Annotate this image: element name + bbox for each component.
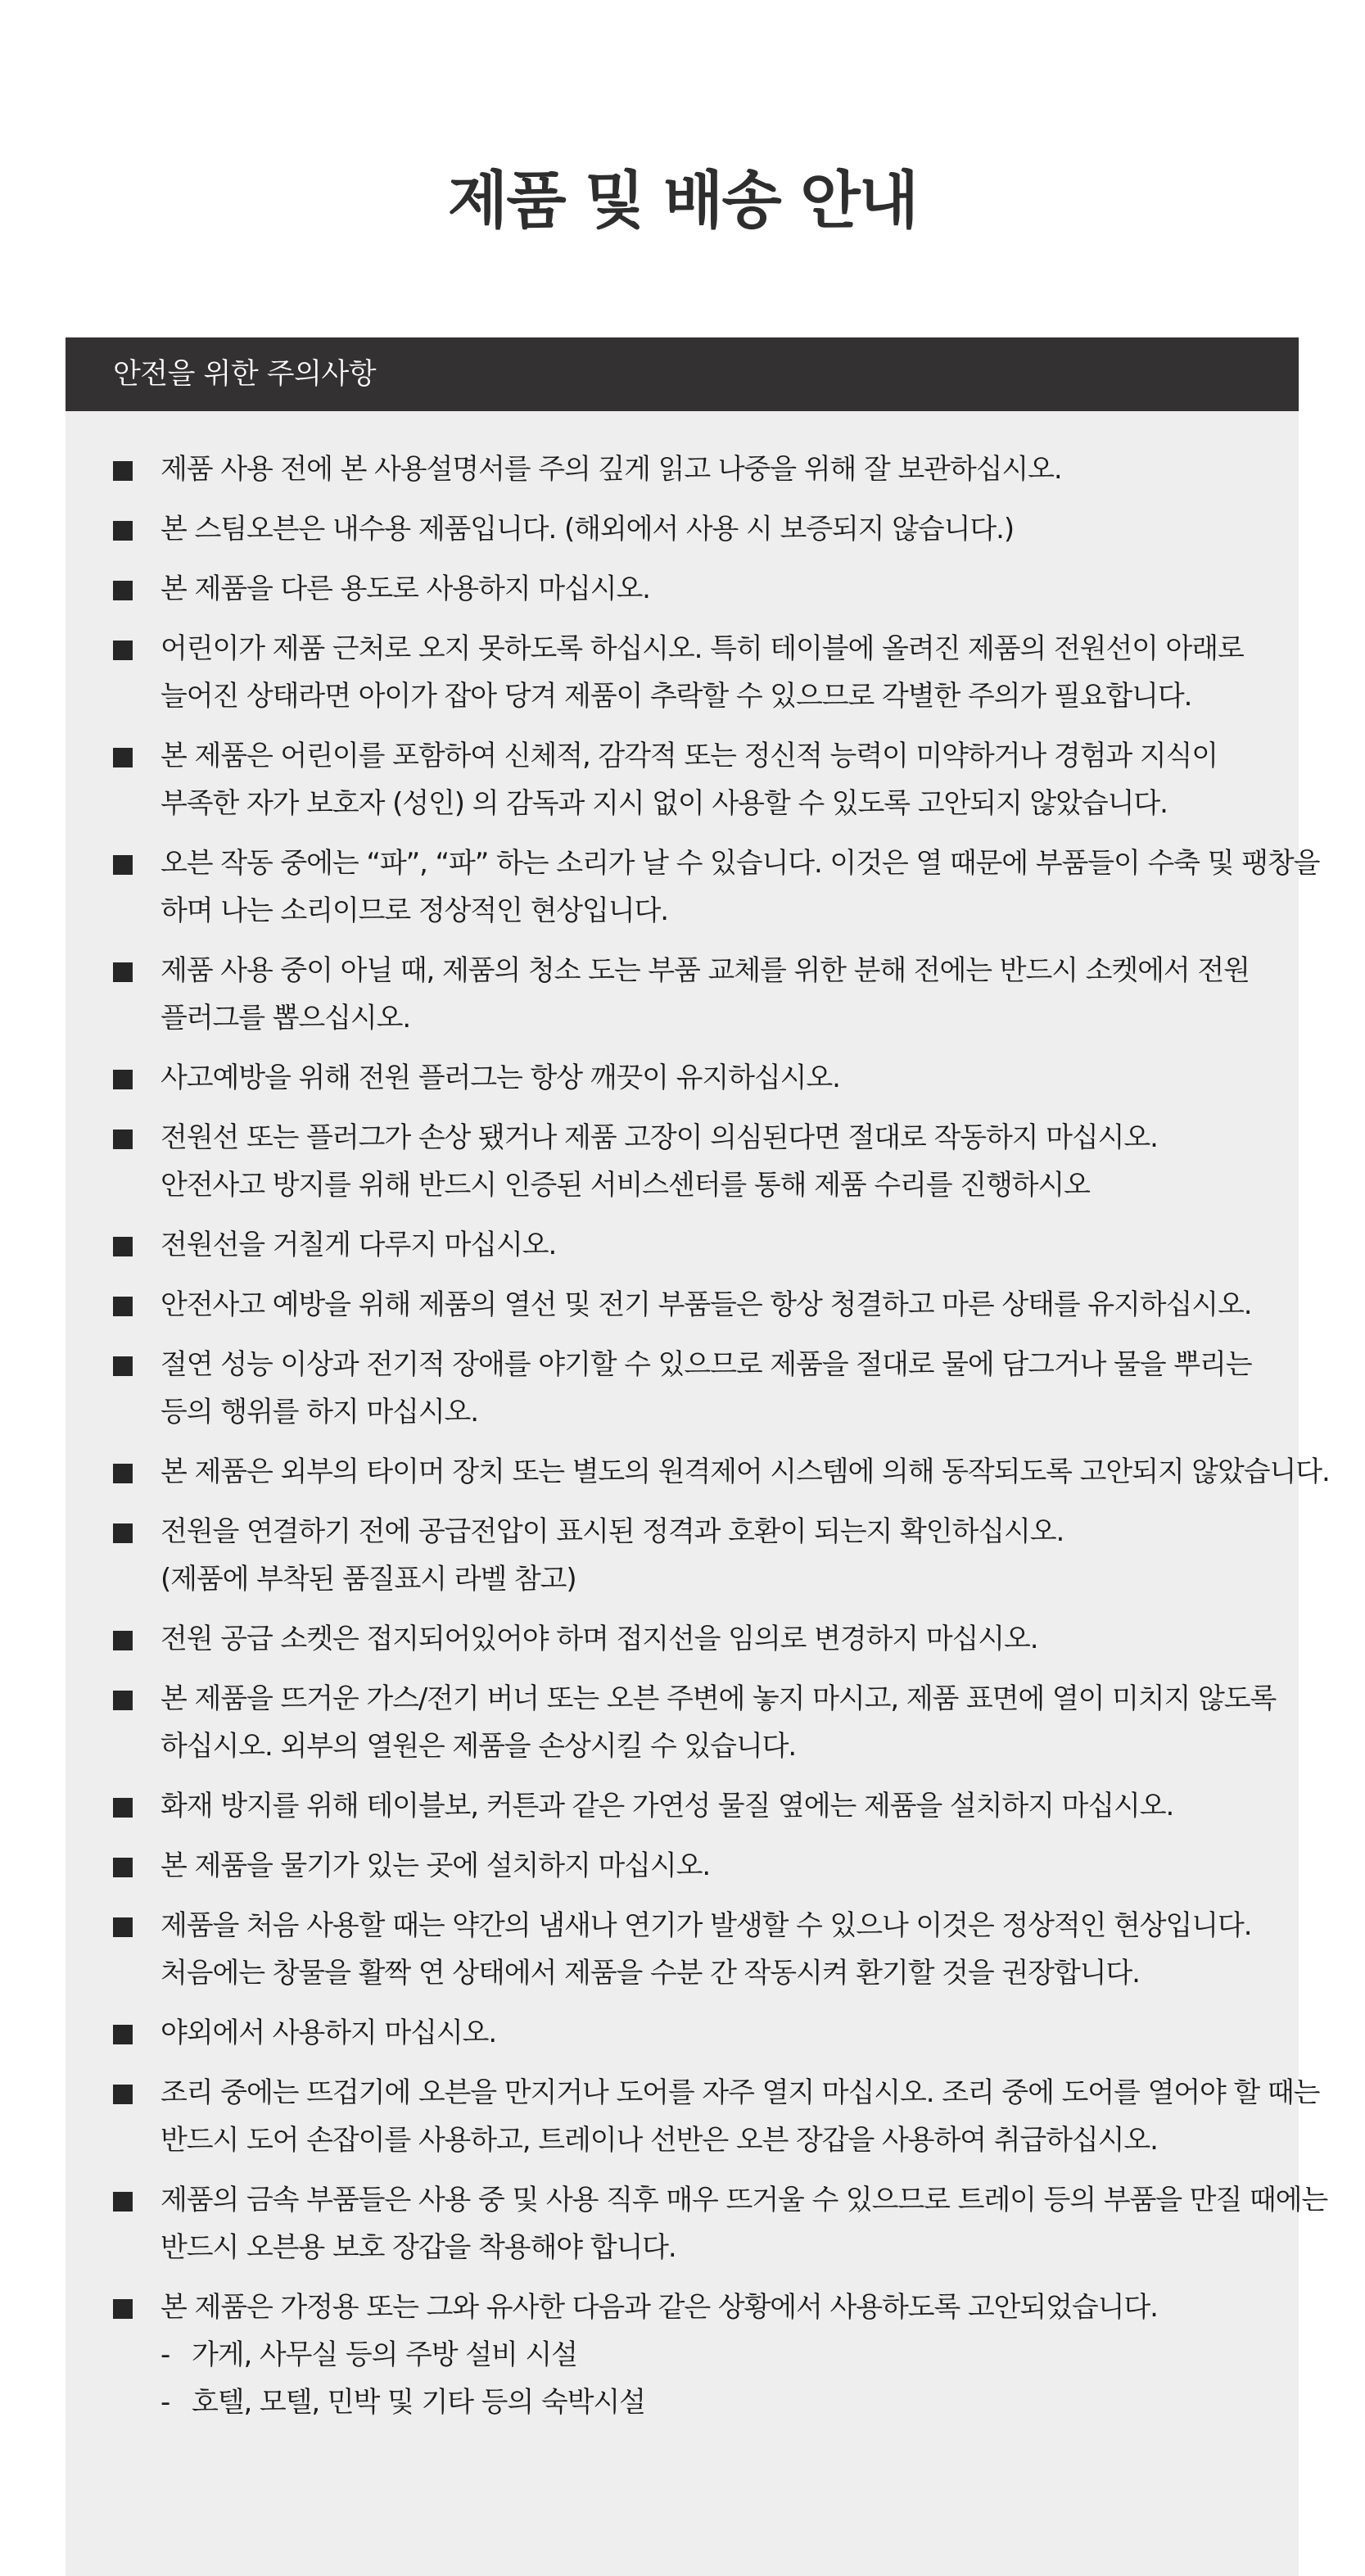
list-item — [113, 1615, 1258, 1663]
square-bullet-icon — [113, 2192, 133, 2212]
square-bullet-icon — [113, 521, 133, 541]
square-bullet-icon — [113, 1464, 133, 1483]
list-item — [113, 1842, 1258, 1890]
square-bullet-icon — [113, 641, 133, 660]
page-title: 제품 및 배송 안내 — [447, 164, 918, 237]
square-bullet-icon — [113, 1798, 133, 1818]
square-bullet-icon — [113, 461, 133, 481]
item-text-line: 본 제품을 다른 용도로 사용하지 마십시오. — [160, 573, 650, 605]
list-item — [113, 947, 1258, 1042]
item-text-line: 본 제품은 외부의 타이머 장치 또는 별도의 원격제어 시스템에 의해 동작되도록 고안되지 않았습니다. — [160, 1456, 1330, 1488]
section-header: 안전을 위한 주의사항 — [66, 337, 1299, 411]
square-bullet-icon — [113, 1130, 133, 1149]
square-bullet-icon — [113, 1631, 133, 1650]
item-text-line: 제품 사용 전에 본 사용설명서를 주의 깊게 읽고 나중을 위해 잘 보관하십시오. — [160, 453, 1062, 486]
list-item — [113, 1782, 1258, 1830]
item-text-line: 부족한 자가 보호자 (성인) 의 감독과 지시 없이 사용할 수 있도록 고안되지 않았습니다. — [160, 787, 1168, 820]
square-bullet-icon — [113, 2299, 133, 2319]
square-bullet-icon — [113, 2025, 133, 2044]
list-item — [113, 1221, 1258, 1269]
item-text-line: 화재 방지를 위해 테이블보, 커튼과 같은 가연성 물질 옆에는 제품을 설치하지 마십시오. — [160, 1790, 1174, 1822]
list-item — [113, 1341, 1258, 1436]
item-text-line: 등의 행위를 하지 마십시오. — [160, 1396, 479, 1428]
item-text-line: 반드시 오븐용 보호 장갑을 착용해야 합니다. — [160, 2231, 676, 2264]
item-text-line: 본 제품을 물기가 있는 곳에 설치하지 마십시오. — [160, 1849, 711, 1882]
list-item — [113, 446, 1258, 493]
square-bullet-icon — [113, 1297, 133, 1316]
dash-bullet-icon: - — [160, 2338, 170, 2371]
list-item — [113, 1281, 1258, 1329]
square-bullet-icon — [113, 581, 133, 600]
item-text-line: 야외에서 사용하지 마십시오. — [160, 2017, 497, 2049]
item-text-line: 오븐 작동 중에는 “파”, “파” 하는 소리가 날 수 있습니다. 이것은 열 때문에 부품들이 수축 및 팽창을 — [160, 847, 1320, 880]
square-bullet-icon — [113, 1523, 133, 1543]
item-text-line: 어린이가 제품 근처로 오지 못하도록 하십시오. 특히 테이블에 올려진 제품의 전원선이 아래로 — [160, 632, 1244, 665]
square-bullet-icon — [113, 855, 133, 875]
list-item — [113, 1902, 1258, 1997]
item-text-line: 처음에는 창물을 활짝 연 상태에서 제품을 수분 간 작동시켜 환기할 것을 권장합니다. — [160, 1957, 1140, 1990]
item-text-line: 전원선을 거칠게 다루지 마십시오. — [160, 1229, 557, 1261]
item-text-line: 본 스팀오븐은 내수용 제품입니다. (해외에서 사용 시 보증되지 않습니다.) — [160, 513, 1014, 546]
list-item — [113, 505, 1258, 553]
sub-item — [160, 2331, 1258, 2379]
item-text-line: 제품의 금속 부품들은 사용 중 및 사용 직후 매우 뜨거울 수 있으므로 트레이 등의 부품을 만질 때에는 — [160, 2184, 1328, 2216]
item-text-line: 안전사고 방지를 위해 반드시 인증된 서비스센터를 통해 제품 수리를 진행하시오 — [160, 1169, 1090, 1202]
item-text-line: 하십시오. 외부의 열원은 제품을 손상시킬 수 있습니다. — [160, 1730, 797, 1763]
square-bullet-icon — [113, 962, 133, 982]
square-bullet-icon — [113, 748, 133, 767]
item-text-line: 전원선 또는 플러그가 손상 됐거나 제품 고장이 의심된다면 절대로 작동하지 마십시오. — [160, 1121, 1158, 1154]
safety-list — [66, 411, 1330, 2426]
item-text-line: 플러그를 뽑으십시오. — [160, 1002, 411, 1034]
list-item — [113, 732, 1258, 827]
list-item — [113, 2069, 1320, 2164]
item-text-line: 본 제품은 가정용 또는 그와 유사한 다음과 같은 상황에서 사용하도록 고안되었습니다. — [160, 2291, 1158, 2324]
square-bullet-icon — [113, 1691, 133, 1710]
square-bullet-icon — [113, 1858, 133, 1877]
list-item — [113, 565, 1258, 613]
list-item — [113, 625, 1258, 720]
list-item — [113, 1448, 1330, 1496]
list-item — [113, 840, 1320, 935]
item-text-line: 전원을 연결하기 전에 공급전압이 표시된 정격과 호환이 되는지 확인하십시오. — [160, 1515, 1064, 1548]
safety-panel — [66, 337, 1330, 2576]
item-text-line: 절연 성능 이상과 전기적 장애를 야기할 수 있으므로 제품을 절대로 물에 담그거나 물을 뿌리는 — [160, 1348, 1252, 1381]
item-text-line: 조리 중에는 뜨겁기에 오븐을 만지거나 도어를 자주 열지 마십시오. 조리 중에 도어를 열어야 할 때는 — [160, 2076, 1320, 2109]
item-text-line: 늘어진 상태라면 아이가 잡아 당겨 제품이 추락할 수 있으므로 각별한 주의가 필요합니다. — [160, 680, 1192, 713]
list-item — [113, 1114, 1258, 1209]
list-item — [113, 1508, 1258, 1603]
item-text-line: 안전사고 예방을 위해 제품의 열선 및 전기 부품들은 항상 청결하고 마른 상태를 유지하십시오. — [160, 1288, 1252, 1321]
list-item — [113, 1675, 1277, 1770]
item-text-line: 제품을 처음 사용할 때는 약간의 냄새나 연기가 발생할 수 있으나 이것은 정상적인 현상입니다. — [160, 1909, 1252, 1942]
item-text-line: 전원 공급 소켓은 접지되어있어야 하며 접지선을 임의로 변경하지 마십시오. — [160, 1623, 1038, 1655]
square-bullet-icon — [113, 1070, 133, 1089]
list-item — [113, 2176, 1328, 2271]
item-text-line: 반드시 도어 손잡이를 사용하고, 트레이나 선반은 오븐 장갑을 사용하여 취급하십시오. — [160, 2124, 1158, 2157]
sub-item-text: 가게, 사무실 등의 주방 설비 시설 — [192, 2338, 577, 2371]
item-text-line: 하며 나는 소리이므로 정상적인 현상입니다. — [160, 894, 668, 927]
list-item — [113, 2009, 1258, 2057]
item-text-line: 본 제품을 뜨거운 가스/전기 버너 또는 오븐 주변에 놓지 마시고, 제품 표면에 열이 미치지 않도록 — [160, 1682, 1277, 1715]
item-text-line: 제품 사용 중이 아닐 때, 제품의 청소 도는 부품 교체를 위한 분해 전에는 반드시 소켓에서 전원 — [160, 954, 1250, 987]
sub-item — [160, 2379, 1258, 2426]
sub-item-text: 호텔, 모텔, 민박 및 기타 등의 숙박시설 — [192, 2386, 645, 2419]
list-item — [113, 2284, 1258, 2426]
square-bullet-icon — [113, 1237, 133, 1256]
square-bullet-icon — [113, 1917, 133, 1937]
item-text-line: (제품에 부착된 품질표시 라벨 참고) — [160, 1563, 576, 1596]
dash-bullet-icon: - — [160, 2386, 170, 2419]
item-text-line: 사고예방을 위해 전원 플러그는 항상 깨끗이 유지하십시오. — [160, 1062, 840, 1094]
list-item — [113, 1054, 1258, 1102]
square-bullet-icon — [113, 2085, 133, 2104]
square-bullet-icon — [113, 1356, 133, 1376]
item-text-line: 본 제품은 어린이를 포함하여 신체적, 감각적 또는 정신적 능력이 미약하거나 경험과 지식이 — [160, 740, 1218, 772]
